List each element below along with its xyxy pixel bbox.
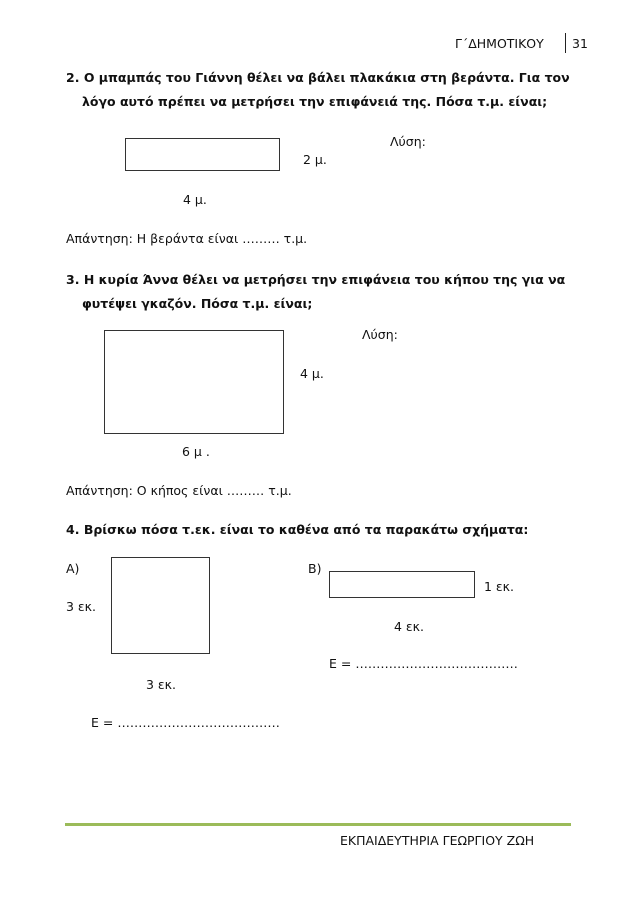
q4-b-label: Β) [308,561,322,576]
q2-line2: λόγο αυτό πρέπει να μετρήσει την επιφάνειά της. Πόσα τ.μ. είναι; [82,94,548,109]
page-number: 31 [572,36,588,51]
footer-author: ΕΚΠΑΙΔΕΥΤΗΡΙΑ ΓΕΩΡΓΙΟΥ ΖΩΗ [340,833,535,848]
q3-garden-rectangle [104,330,284,434]
q3-line2: φυτέψει γκαζόν. Πόσα τ.μ. είναι; [82,296,313,311]
q2-line1: Ο μπαμπάς του Γιάννη θέλει να βάλει πλακάκια στη βεράντα. Για τον [83,70,570,85]
q2-number: 2. [66,70,80,85]
q4-b-answer: Ε = ………………………………… [329,656,518,671]
q4-title-text: Βρίσκω πόσα τ.εκ. είναι το καθένα από τα παρακάτω σχήματα: [83,522,529,537]
q3-text [66,268,565,316]
q3-line1: Η κυρία Άννα θέλει να μετρήσει την επιφάνεια του κήπου της για να [83,272,566,287]
q3-width-label: 6 μ . [182,444,210,459]
q3-answer: Απάντηση: Ο κήπος είναι ……… τ.μ. [66,483,292,498]
q4-a-label: Α) [66,561,80,576]
q4-b-side-label: 1 εκ. [484,579,515,594]
q2-solution-label: Λύση: [390,134,426,149]
footer-divider [65,823,571,826]
q2-veranda-rectangle [125,138,280,171]
q2-text [66,66,570,114]
q4-a-square [111,557,210,654]
q3-number: 3. [66,272,80,287]
q2-height-label: 2 μ. [303,152,327,167]
header-grade: Γ΄ΔΗΜΟΤΙΚΟΥ [455,36,544,51]
q2-width-label: 4 μ. [183,192,207,207]
q4-number: 4. [66,522,80,537]
q4-a-bottom-label: 3 εκ. [146,677,177,692]
q3-solution-label: Λύση: [362,327,398,342]
q4-b-bottom-label: 4 εκ. [394,619,425,634]
header-separator [565,33,566,53]
q3-height-label: 4 μ. [300,366,324,381]
q4-title [66,518,528,542]
q2-answer: Απάντηση: Η βεράντα είναι ……… τ.μ. [66,231,308,246]
q4-a-answer: Ε = ………………………………… [91,715,280,730]
q4-b-rectangle [329,571,475,598]
q4-a-side-label: 3 εκ. [66,599,97,614]
